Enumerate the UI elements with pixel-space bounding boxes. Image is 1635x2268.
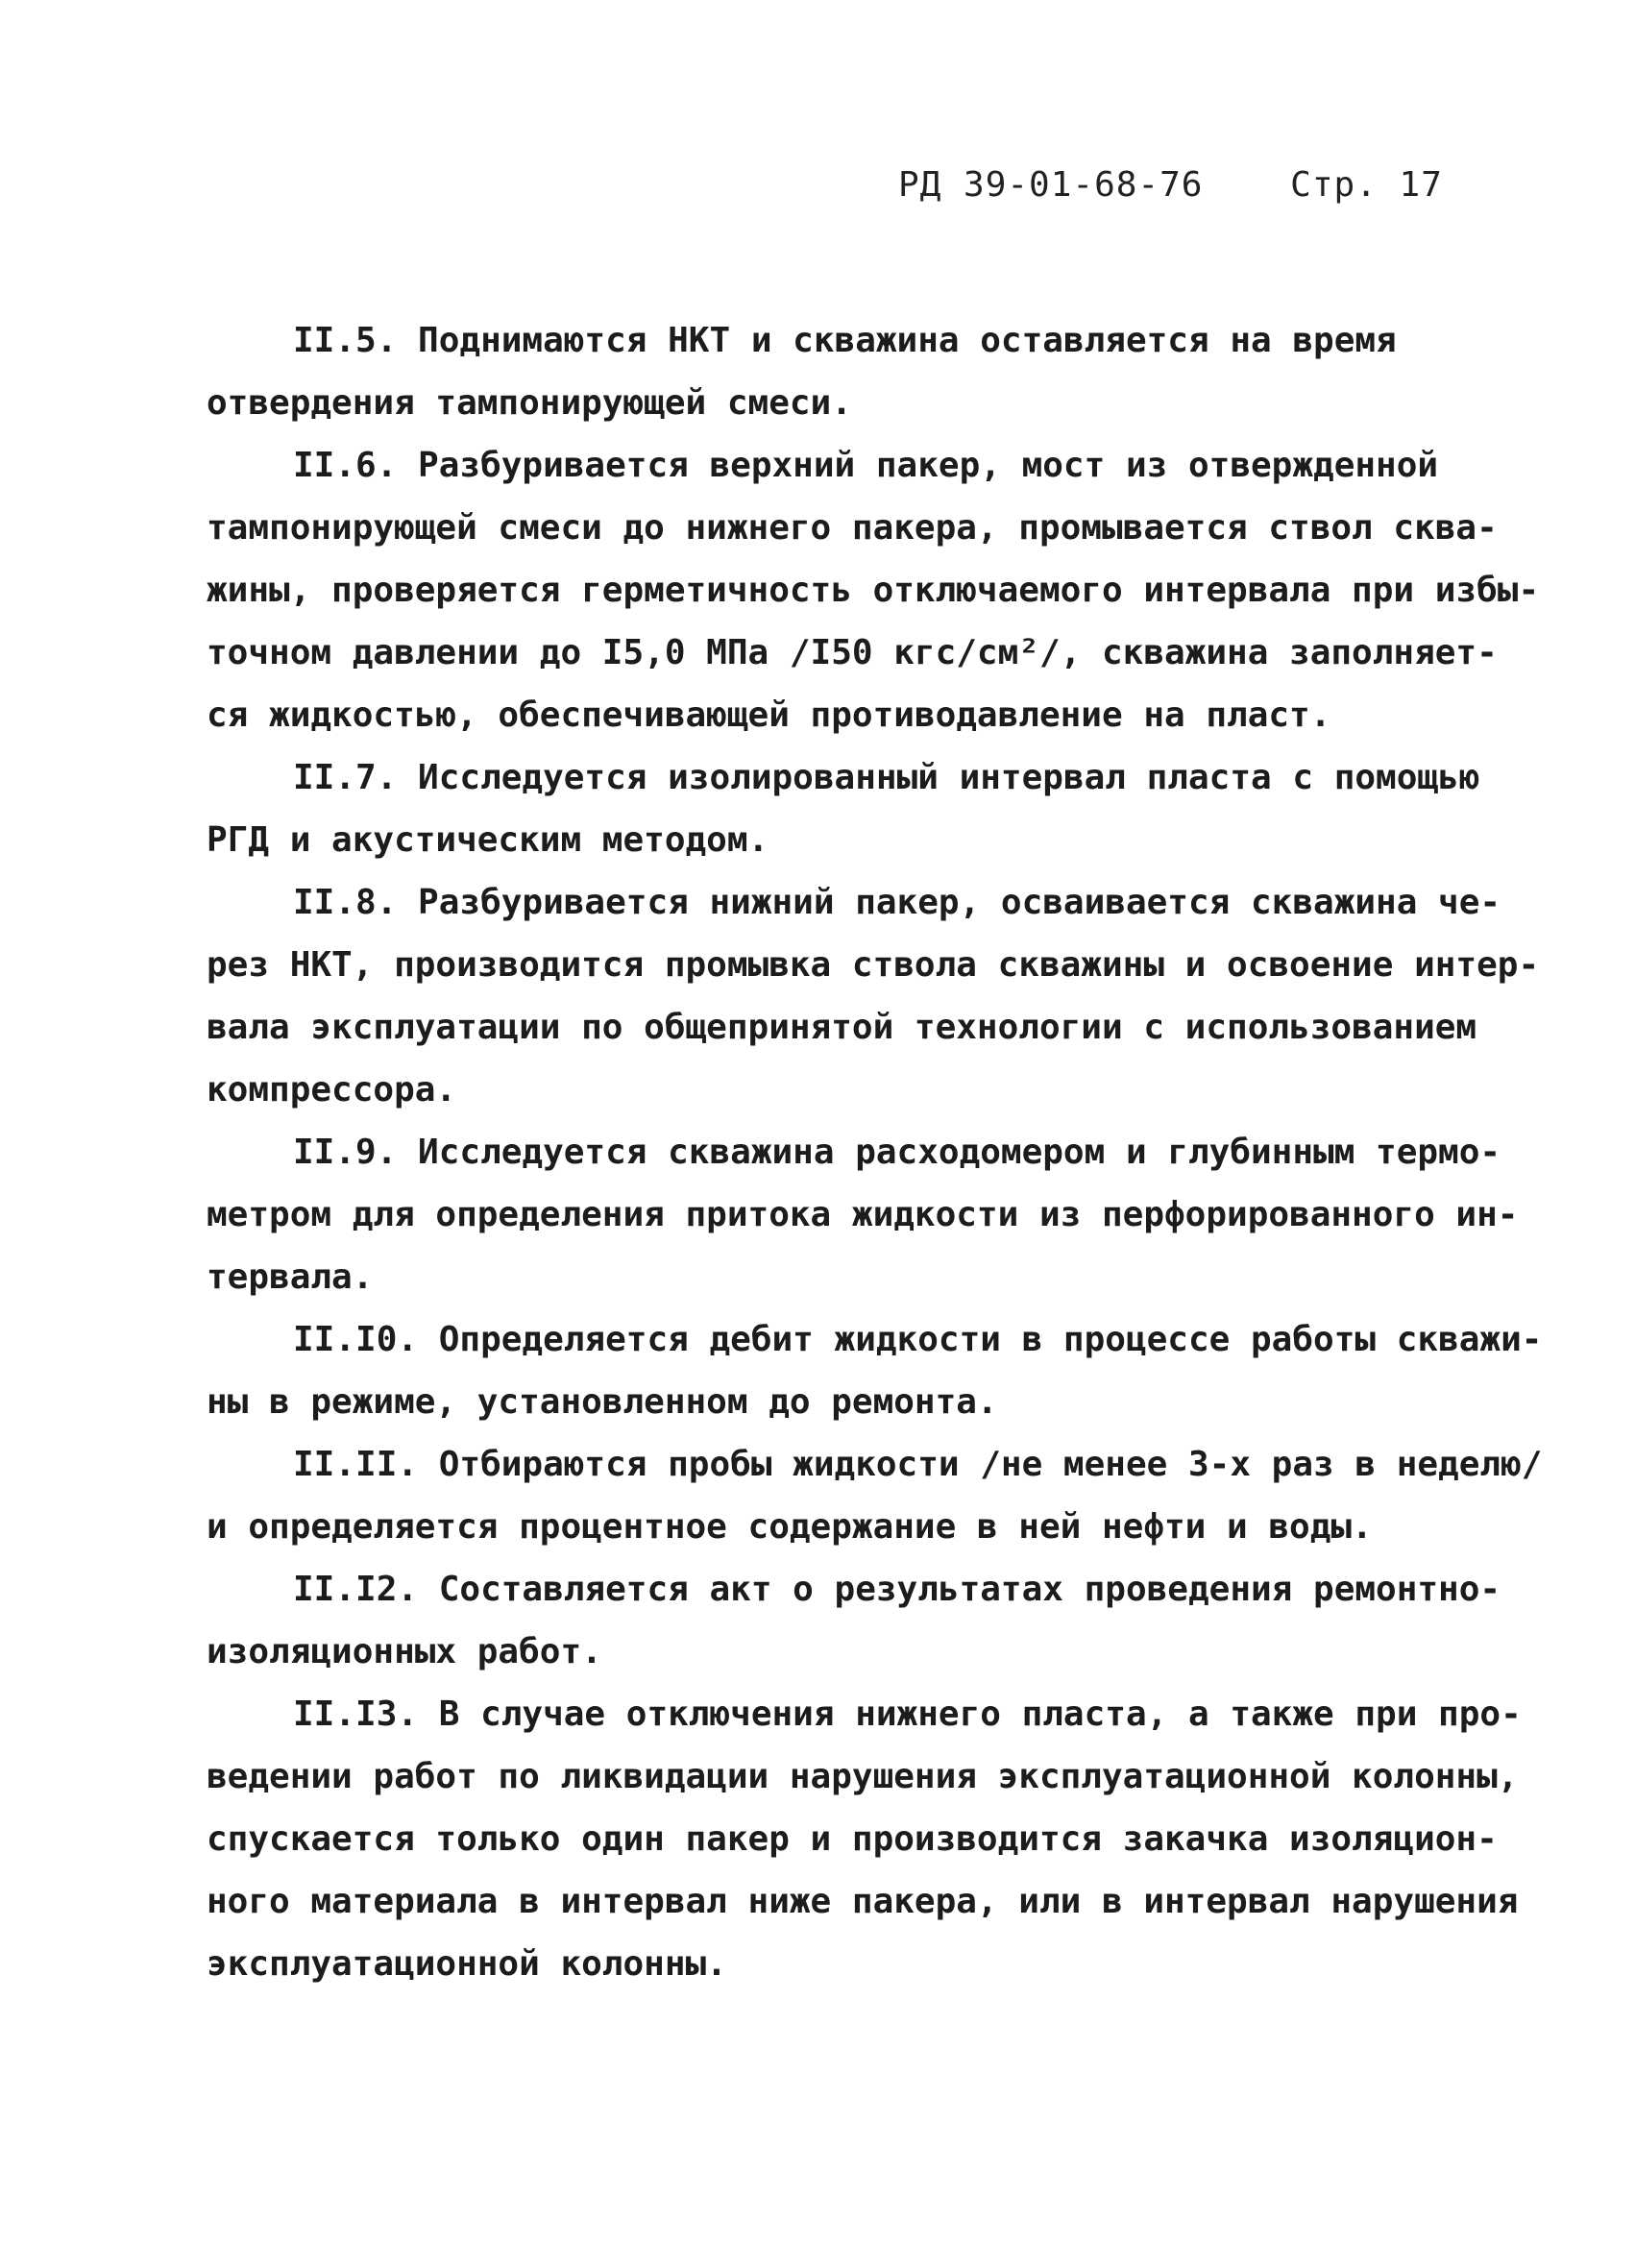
paragraph [207,871,1540,1121]
text-line: II.I0. Определяется дебит жидкости в процессе работы скважи- [293,1320,1543,1359]
text-line: II.5. Поднимаются НКТ и скважина оставляется на время [293,321,1397,360]
paragraph [207,434,1540,746]
text-line: тампонирующей смеси до нижнего пакера, промывается ствол сква- [207,508,1498,548]
text-line: ны в режиме, установленном до ремонта. [207,1382,998,1422]
text-line: эксплуатационной колонны. [207,1944,727,1984]
document-id: РД 39-01-68-76 [898,165,1204,205]
text-line: РГД и акустическим методом. [207,820,769,860]
text-line: метром для определения притока жидкости из перфорированного ин- [207,1195,1519,1234]
text-line: II.I2. Составляется акт о результатах проведения ремонтно- [293,1570,1501,1609]
text-line: II.9. Исследуется скважина расходомером и глубинным термо- [293,1133,1501,1172]
text-line: II.6. Разбуривается верхний пакер, мост из отвержденной [293,446,1439,485]
text-line: вала эксплуатации по общепринятой технологии с использованием [207,1008,1477,1047]
text-line: ся жидкостью, обеспечивающей противодавление на пласт. [207,695,1331,735]
text-line: изоляционных работ. [207,1632,602,1671]
text-line: II.I3. В случае отключения нижнего пласта, а также при про- [293,1695,1522,1734]
text-line: отвердения тампонирующей смеси. [207,383,852,423]
page-number: Стр. 17 [1290,165,1443,205]
page-header [898,165,1443,205]
text-line: и определяется процентное содержание в ней нефти и воды. [207,1507,1373,1547]
paragraph [207,1121,1519,1308]
paragraph [207,746,1480,871]
text-line: компрессора. [207,1070,457,1110]
document-body [207,309,1543,1995]
text-line: спускается только один пакер и производится закачка изоляцион- [207,1819,1498,1859]
text-line: II.II. Отбираются пробы жидкости /не менее 3-х раз в неделю/ [293,1445,1543,1484]
paragraph [207,309,1446,434]
text-line: жины, проверяется герметичность отключаемого интервала при избы- [207,571,1540,610]
text-line: II.7. Исследуется изолированный интервал пласта с помощью [293,758,1480,797]
text-line: тервала. [207,1257,374,1297]
paragraph [207,1433,1543,1558]
text-line: ного материала в интервал ниже пакера, или в интервал нарушения [207,1882,1519,1921]
text-line: ведении работ по ликвидации нарушения эксплуатационной колонны, [207,1757,1519,1796]
paragraph [207,1558,1501,1683]
text-line: рез НКТ, производится промывка ствола скважины и освоение интер- [207,945,1540,985]
text-line: II.8. Разбуривается нижний пакер, осваивается скважина че- [293,883,1501,922]
text-line: точном давлении до I5,0 МПа /I50 кгс/см²/, скважина заполняет- [207,633,1498,672]
paragraph [207,1683,1522,1995]
paragraph [207,1308,1543,1433]
